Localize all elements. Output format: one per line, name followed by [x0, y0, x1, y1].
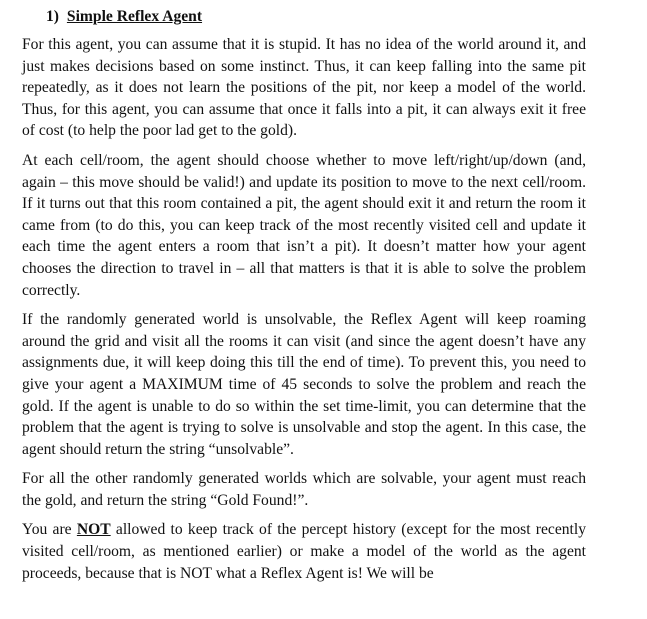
paragraph-percept-history: [22, 519, 586, 584]
percept-text-before: You are: [22, 521, 77, 539]
percept-text-after: allowed to keep track of the percept history (except for the most recently visited cell/room, as mentioned earlier) or make a model of the world as the agent proceeds, because that is NOT what a Reflex Agent is! We will be: [22, 521, 586, 582]
section-heading: [46, 6, 586, 28]
paragraph-unsolvable-world: If the randomly generated world is unsolvable, the Reflex Agent will keep roaming around the grid and visit all the rooms it can visit (and since the agent doesn’t have any assignments due, it will keep doing this till the end of time). To prevent this, you need to give your agent a MAXIMUM time of 45 seconds to solve the problem and reach the gold. If the agent is unable to do so within the set time-limit, you can determine that the problem that the agent is trying to solve is unsolvable and stop the agent. In this case, the agent should return the string “unsolvable”.: [22, 311, 586, 458]
paragraph-movement-rules: At each cell/room, the agent should choose whether to move left/right/up/down (and, again – this move should be valid!) and update its position to move to the next cell/room. If it turns out that this room contained a pit, the agent should exit it and return the room it came from (to do this, you can keep track of the most recently visited cell and update it each time the agent enters a room that isn’t a pit). It doesn’t matter how your agent chooses the direction to travel in – all that matters is that it is able to solve the problem correctly.: [22, 151, 586, 299]
document-page: [22, 0, 586, 592]
section-number: 1): [46, 8, 59, 25]
paragraph-solvable-world: For all the other randomly generated worlds which are solvable, your agent must reach the gold, and return the string “Gold Found!”.: [22, 470, 586, 509]
section-title: Simple Reflex Agent: [66, 8, 203, 25]
paragraph-agent-description: For this agent, you can assume that it is stupid. It has no idea of the world around it, and just makes decisions based on some instinct. Thus, it can keep falling into the same pit repeatedly, as it does not learn the positions of the pit, nor keep a model of the world. Thus, for this agent, you can assume that once it falls into a pit, it can always exit it free of cost (to help the poor lad get to the gold).: [22, 36, 586, 140]
emphasis-not: NOT: [76, 521, 111, 539]
